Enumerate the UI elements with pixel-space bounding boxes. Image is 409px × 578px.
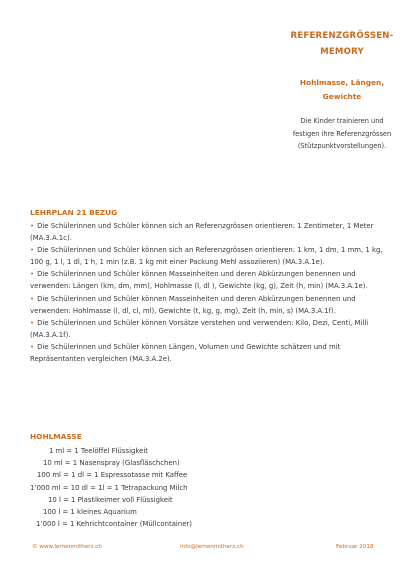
bullet-icon: • xyxy=(30,318,35,327)
intro-text xyxy=(282,115,402,153)
lehrplan-heading: LEHRPLAN 21 BEZUG xyxy=(30,208,118,217)
footer-copyright-link[interactable]: © www.lernenmitherz.ch xyxy=(32,544,102,550)
bullet-icon: • xyxy=(30,342,35,351)
list-item-text: Die Schülerinnen und Schüler können sich an Referenzgrössen orientieren: 1 km, 1 dm, 1 mm, 1 kg, 100 g, 1 l, 1 dl, 1 h, 1 min (z.B. 1 kg mit einer Packung Mehl assoziieren) (MA.3.A.1e). xyxy=(30,246,383,267)
footer-email-link[interactable]: info@lernenmitherz.ch xyxy=(180,544,244,550)
intro-line: festigen ihre Referenzgrössen xyxy=(292,129,392,138)
title-line: MEMORY xyxy=(320,47,364,57)
list-item xyxy=(30,220,385,244)
list-item-text: Die Schülerinnen und Schüler können sich an Referenzgrössen orientieren: 1 Zentimeter, 1 Meter (MA.3.A.1c). xyxy=(30,222,374,243)
hohlmasse-row: 1’000 ml = 10 dl = 1l = 1 Tetrapackung Milch xyxy=(30,483,188,492)
bullet-icon: • xyxy=(30,246,35,255)
list-item-text: Die Schülerinnen und Schüler können Masseinheiten und deren Abkürzungen benennen und verwenden: Längen (km, dm, mm), Hohlmasse (l, dl ), Gewichte (kg, g), Zeit (h, min) (MA.3.A.1e). xyxy=(30,270,368,291)
list-item xyxy=(30,244,385,268)
hohlmasse-row: 10 l = 1 Plastikeimer voll Flüssigkeit xyxy=(48,495,173,504)
footer-date: Februar 2018 xyxy=(336,544,374,550)
bullet-icon: • xyxy=(30,270,35,279)
hohlmasse-row: 100 ml = 1 dl = 1 Espressotasse mit Kaffee xyxy=(37,471,188,480)
hohlmasse-row: 100 l = 1 kleines Aquarium xyxy=(43,508,137,517)
list-item-text: Die Schülerinnen und Schüler können Vorsätze verstehen und verwenden: Kilo, Dezi, Centi, Milli (MA.3.A.1f). xyxy=(30,318,369,339)
hohlmasse-heading: HOHLMASSE xyxy=(30,432,82,441)
hohlmasse-row: 1 ml = 1 Teelöffel Flüssigkeit xyxy=(49,447,148,455)
subtitle-line: Gewichte xyxy=(322,92,362,101)
list-item xyxy=(30,268,385,292)
lehrplan-list xyxy=(30,220,385,365)
hohlmasse-row: 10 ml = 1 Nasenspray (Glasfläschchen) xyxy=(43,459,180,468)
document-title xyxy=(282,28,402,60)
hohlmasse-list xyxy=(30,445,385,530)
bullet-icon: • xyxy=(30,222,35,230)
list-item xyxy=(30,341,385,365)
title-line: REFERENZGRÖSSEN- xyxy=(290,31,394,41)
list-item-text: Die Schülerinnen und Schüler können Längen, Volumen und Gewichte schätzen und mit Repräsentanten vergleichen (MA.3.A.2e). xyxy=(30,342,341,364)
document-subtitle xyxy=(292,76,392,104)
intro-line: (Stützpunktvorstellungen). xyxy=(297,142,387,150)
page-footer xyxy=(32,544,377,554)
intro-line: Die Kinder trainieren und xyxy=(300,117,384,125)
list-item xyxy=(30,293,385,317)
lehrplan-section xyxy=(30,207,385,365)
hohlmasse-section xyxy=(30,431,385,530)
subtitle-line: Hohlmasse, Längen, xyxy=(299,78,385,87)
list-item-text: Die Schülerinnen und Schüler können Masseinheiten und deren Abkürzungen benennen und verwenden: Hohlmasse (l, dl, cl, ml), Gewichte (t, kg, g, mg), Zeit (h, min, s) (MA.3.A.1f). xyxy=(30,294,356,315)
hohlmasse-row: 1’000 l = 1 Kehrichtcontainer (Müllcontainer) xyxy=(36,520,192,529)
bullet-icon: • xyxy=(30,294,35,303)
list-item xyxy=(30,317,385,341)
